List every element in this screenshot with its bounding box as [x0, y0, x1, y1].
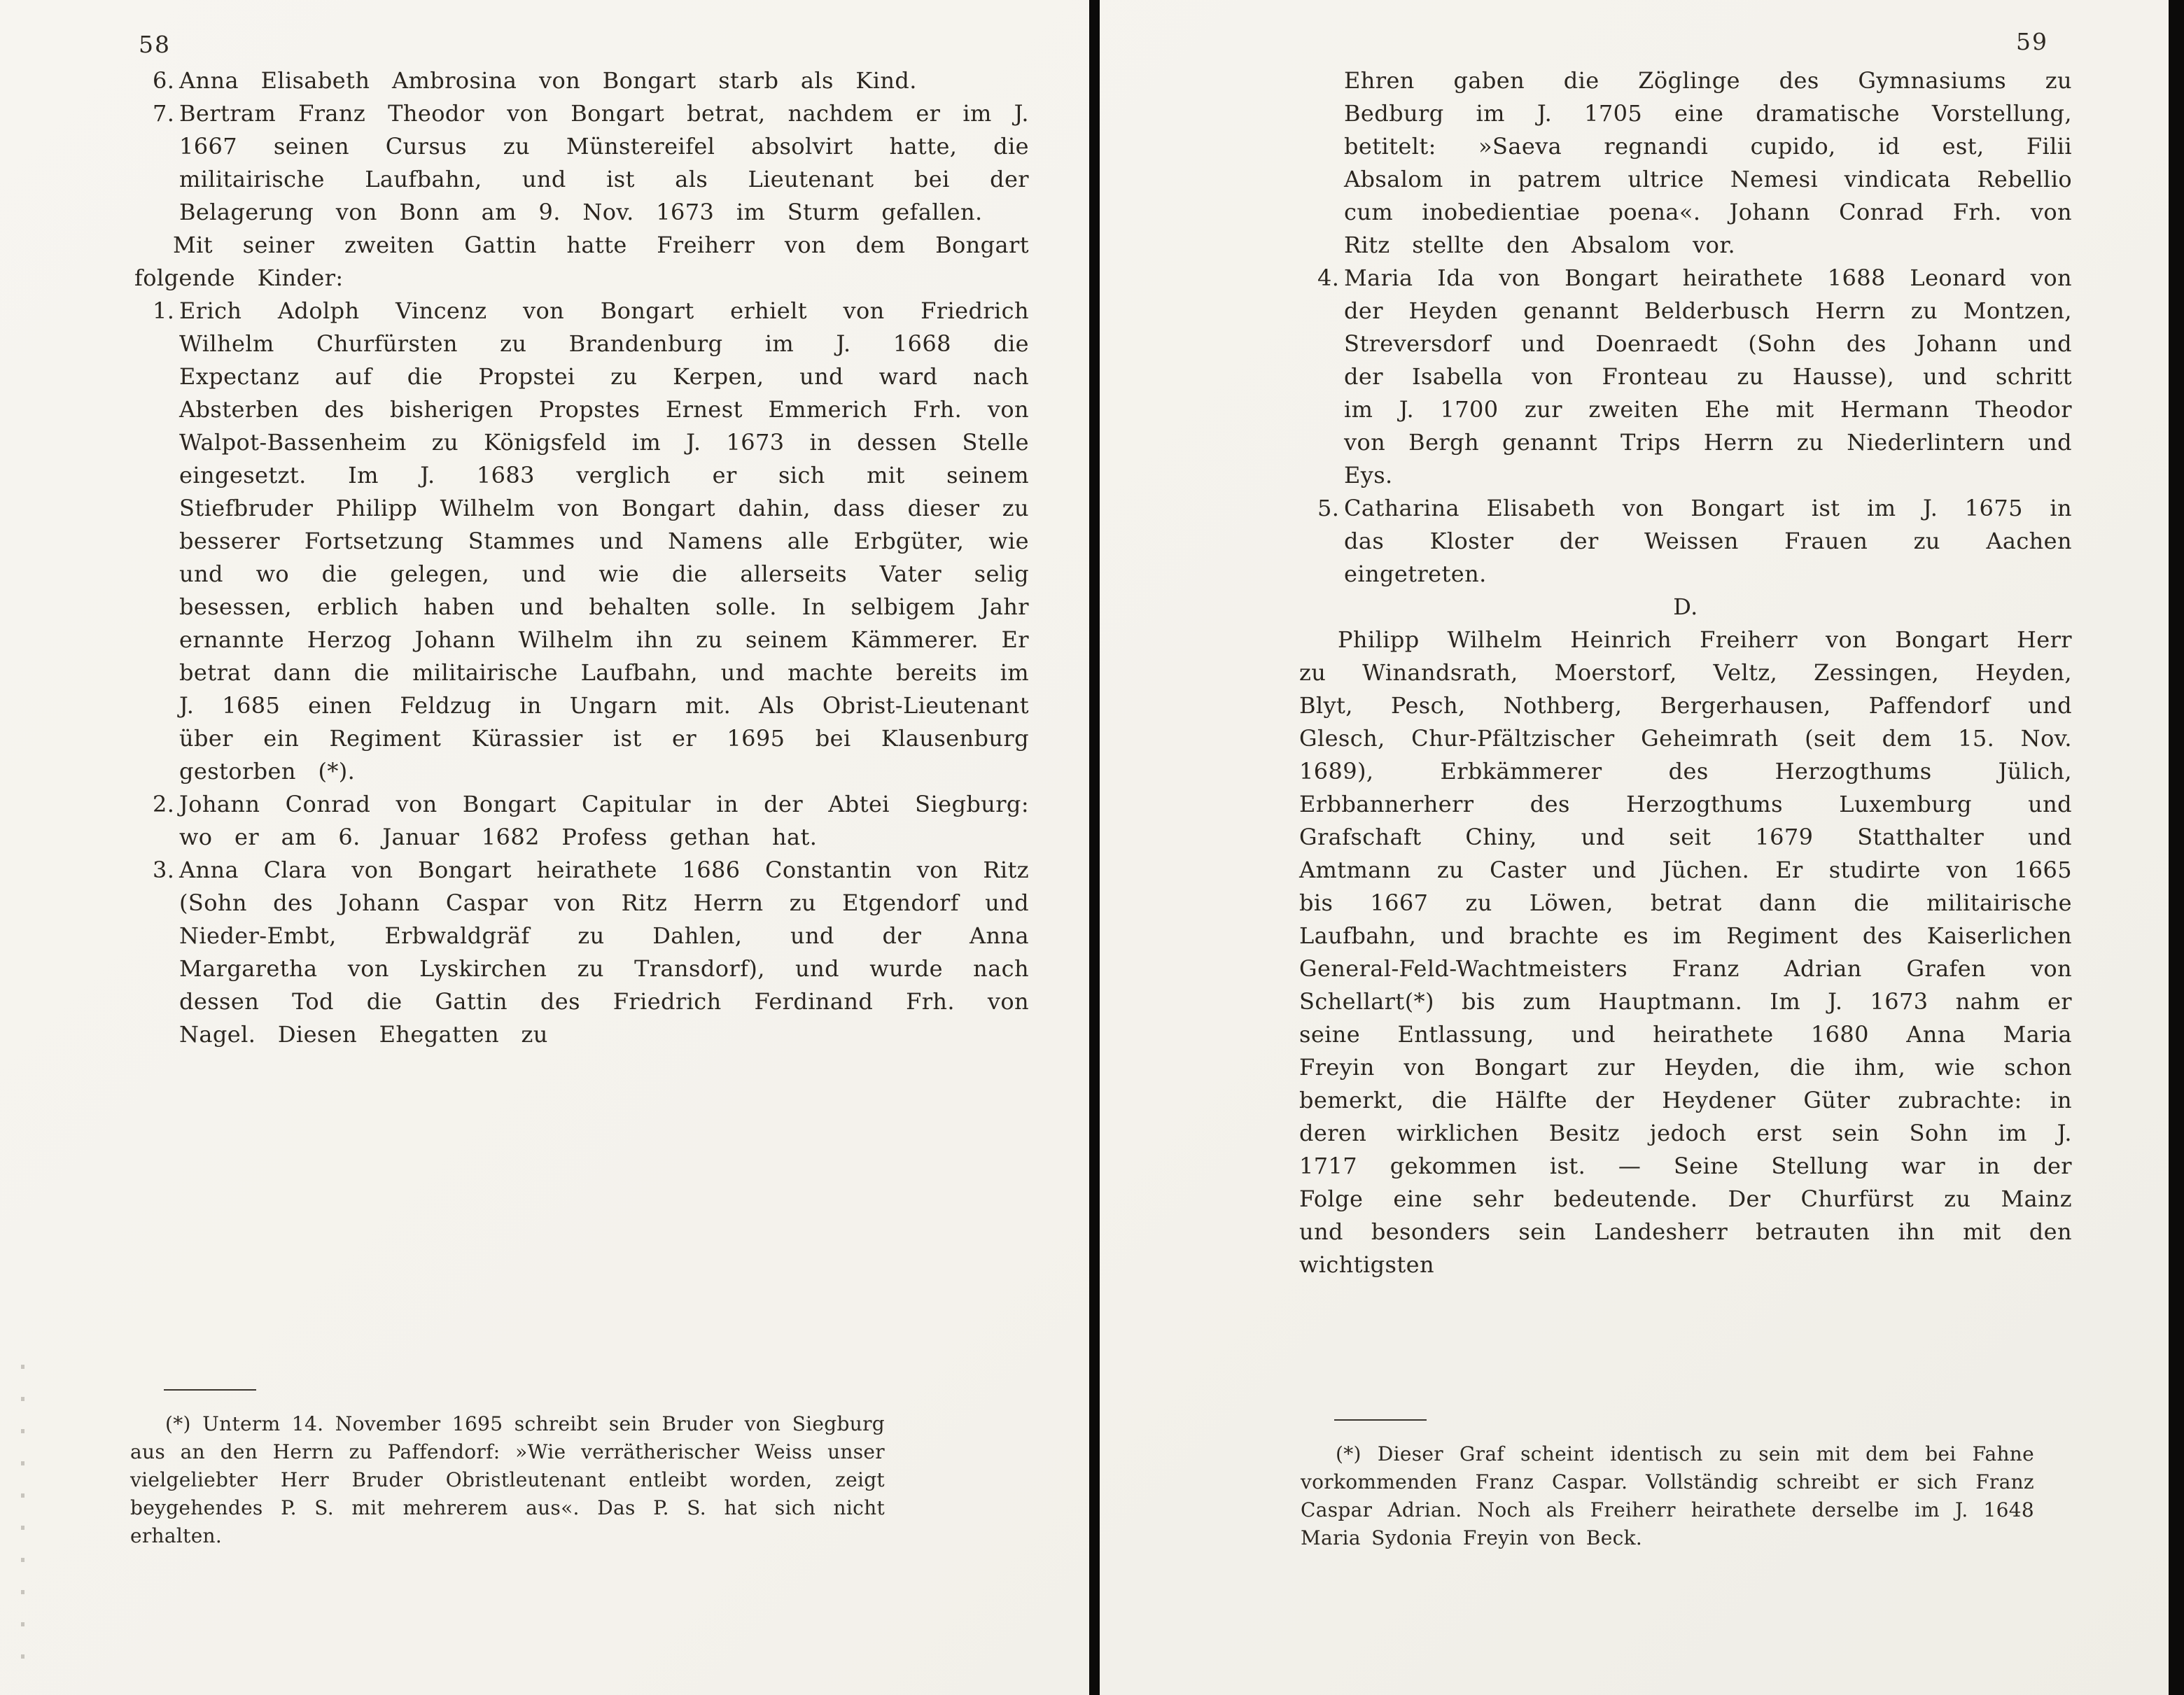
list-item-text: Bertram Franz Theodor von Bongart betrat, nachdem er im J. 1667 seinen Cursus zu Münstereifel absolvirt hatte, die militairische Laufbahn, und ist als Lieutenant bei der Belagerung von Bonn am 9. Nov. 1673 im Sturm gefallen.: [179, 100, 1029, 225]
list-item: [1299, 262, 2072, 492]
list-item: [134, 854, 1029, 1051]
list-item-text: Johann Conrad von Bongart Capitular in der Abtei Siegburg: wo er am 6. Januar 1682 Profess gethan hat.: [179, 791, 1029, 850]
list-item-number: 2.: [153, 791, 175, 817]
page-number-left: 58: [139, 31, 171, 58]
section-heading: D.: [1673, 593, 1698, 620]
list-item: [134, 64, 1029, 97]
list-item-number: 1.: [153, 297, 175, 324]
list-item-text: Catharina Elisabeth von Bongart ist im J. 1675 in das Kloster der Weissen Frauen zu Aachen eingetreten.: [1344, 495, 2072, 587]
list-item-text: Maria Ida von Bongart heirathete 1688 Leonard von der Heyden genannt Belderbusch Herrn zu Montzen, Streversdorf und Doenraedt (Sohn des Johann und der Isabella von Fronteau zu Hausse), und schritt im J. 1700 zur zweiten Ehe mit Hermann Theodor von Bergh genannt Trips Herrn zu Niederlintern und Eys.: [1344, 265, 2072, 488]
left-page-body: [134, 64, 1029, 1051]
footnote-text: (*) Dieser Graf scheint identisch zu sein mit dem bei Fahne vorkommenden Franz Caspar. Vollständig schreibt er sich Franz Caspar Adrian. Noch als Freiherr heirathete derselbe im J. 1648 Maria Sydonia Freyin von Beck.: [1301, 1442, 2034, 1549]
page-edge-bar: [2169, 0, 2184, 1695]
left-footnote: [130, 1389, 885, 1550]
list-item: [134, 295, 1029, 788]
paragraph: Mit seiner zweiten Gattin hatte Freiherr von dem Bongart folgende Kinder:: [134, 232, 1029, 291]
scan-artifact-dots: [21, 1365, 24, 1659]
list-item-text: Anna Elisabeth Ambrosina von Bongart starb als Kind.: [179, 67, 917, 94]
list-item: [134, 788, 1029, 854]
footnote-divider: [1334, 1419, 1427, 1421]
list-item: [1299, 492, 2072, 591]
list-item-number: 3.: [153, 857, 175, 883]
page-number-right: 59: [2016, 28, 2048, 55]
list-item: [134, 97, 1029, 229]
list-item-text: Erich Adolph Vincenz von Bongart erhielt von Friedrich Wilhelm Churfürsten zu Brandenburg im J. 1668 die Expectanz auf die Propstei zu Kerpen, und ward nach Absterben des bisherigen Propstes Ernest Emmerich Frh. von Walpot-Bassenheim zu Königsfeld im J. 1673 in dessen Stelle eingesetzt. Im J. 1683 verglich er sich mit seinem Stiefbruder Philipp Wilhelm von Bongart dahin, dass dieser zu besserer Fortsetzung Stammes und Namens alle Erbgüter, wie und wo die gelegen, und wie die allerseits Vater selig besessen, erblich haben und behalten solle. In selbigem Jahr ernannte Herzog Johann Wilhelm ihn zu seinem Kämmerer. Er betrat dann die militairische Laufbahn, und machte bereits im J. 1685 einen Feldzug in Ungarn mit. Als Obrist-Lieutenant über ein Regiment Kürassier ist er 1695 bei Klausenburg gestorben (*).: [179, 297, 1029, 785]
continuation-paragraph: Ehren gaben die Zöglinge des Gymnasiums zu Bedburg im J. 1705 eine dramatische Vorstellung, betitelt: »Saeva regnandi cupido, id est, Filii Absalom in patrem ultrice Nemesi vindicata Rebellio cum inobedientiae poena«. Johann Conrad Frh. von Ritz stellte den Absalom vor.: [1344, 67, 2072, 258]
list-item-text: Anna Clara von Bongart heirathete 1686 Constantin von Ritz (Sohn des Johann Caspar von Ritz Herrn zu Etgendorf und Nieder-Embt, Erbwaldgräf zu Dahlen, und der Anna Margaretha von Lyskirchen zu Transdorf), und wurde nach dessen Tod die Gattin des Friedrich Ferdinand Frh. von Nagel. Diesen Ehegatten zu: [179, 857, 1029, 1048]
right-footnote: [1301, 1419, 2034, 1552]
paragraph: Philipp Wilhelm Heinrich Freiherr von Bongart Herr zu Winandsrath, Moerstorf, Veltz, Zessingen, Heyden, Blyt, Pesch, Nothberg, Bergerhausen, Paffendorf und Glesch, Chur-Pfältzischer Geheimrath (seit dem 15. Nov. 1689), Erbkämmerer des Herzogthums Jülich, Erbbannerherr des Herzogthums Luxemburg und Grafschaft Chiny, und seit 1679 Statthalter und Amtmann zu Caster und Jüchen. Er studirte von 1665 bis 1667 zu Löwen, betrat dann die militairische Laufbahn, und brachte es im Regiment des Kaiserlichen General-Feld-Wachtmeisters Franz Adrian Grafen von Schellart(*) bis zum Hauptmann. Im J. 1673 nahm er seine Entlassung, und heirathete 1680 Anna Maria Freyin von Bongart zur Heyden, die ihm, wie schon bemerkt, die Hälfte der Heydener Güter zubrachte: in deren wirklichen Besitz jedoch erst sein Sohn im J. 1717 gekommen ist. — Seine Stellung war in der Folge eine sehr bedeutende. Der Churfürst zu Mainz und besonders sein Landesherr betrauten ihn mit den wichtigsten: [1299, 626, 2072, 1278]
list-item-number: 5.: [1317, 495, 1340, 521]
footnote-text: (*) Unterm 14. November 1695 schreibt sein Bruder von Siegburg aus an den Herrn zu Paffendorf: »Wie verrätherischer Weiss unser vielgeliebter Herr Bruder Obristleutenant entleibt worden, zeigt beygehendes P. S. mit mehrerem aus«. Das P. S. hat sich nicht erhalten.: [130, 1412, 885, 1547]
list-item-number: 7.: [153, 100, 175, 127]
footnote-divider: [164, 1389, 256, 1391]
list-item-number: 4.: [1317, 265, 1340, 291]
list-item-number: 6.: [153, 67, 175, 94]
right-page-body: [1299, 64, 2072, 1281]
binding-line: [1089, 0, 1100, 1695]
